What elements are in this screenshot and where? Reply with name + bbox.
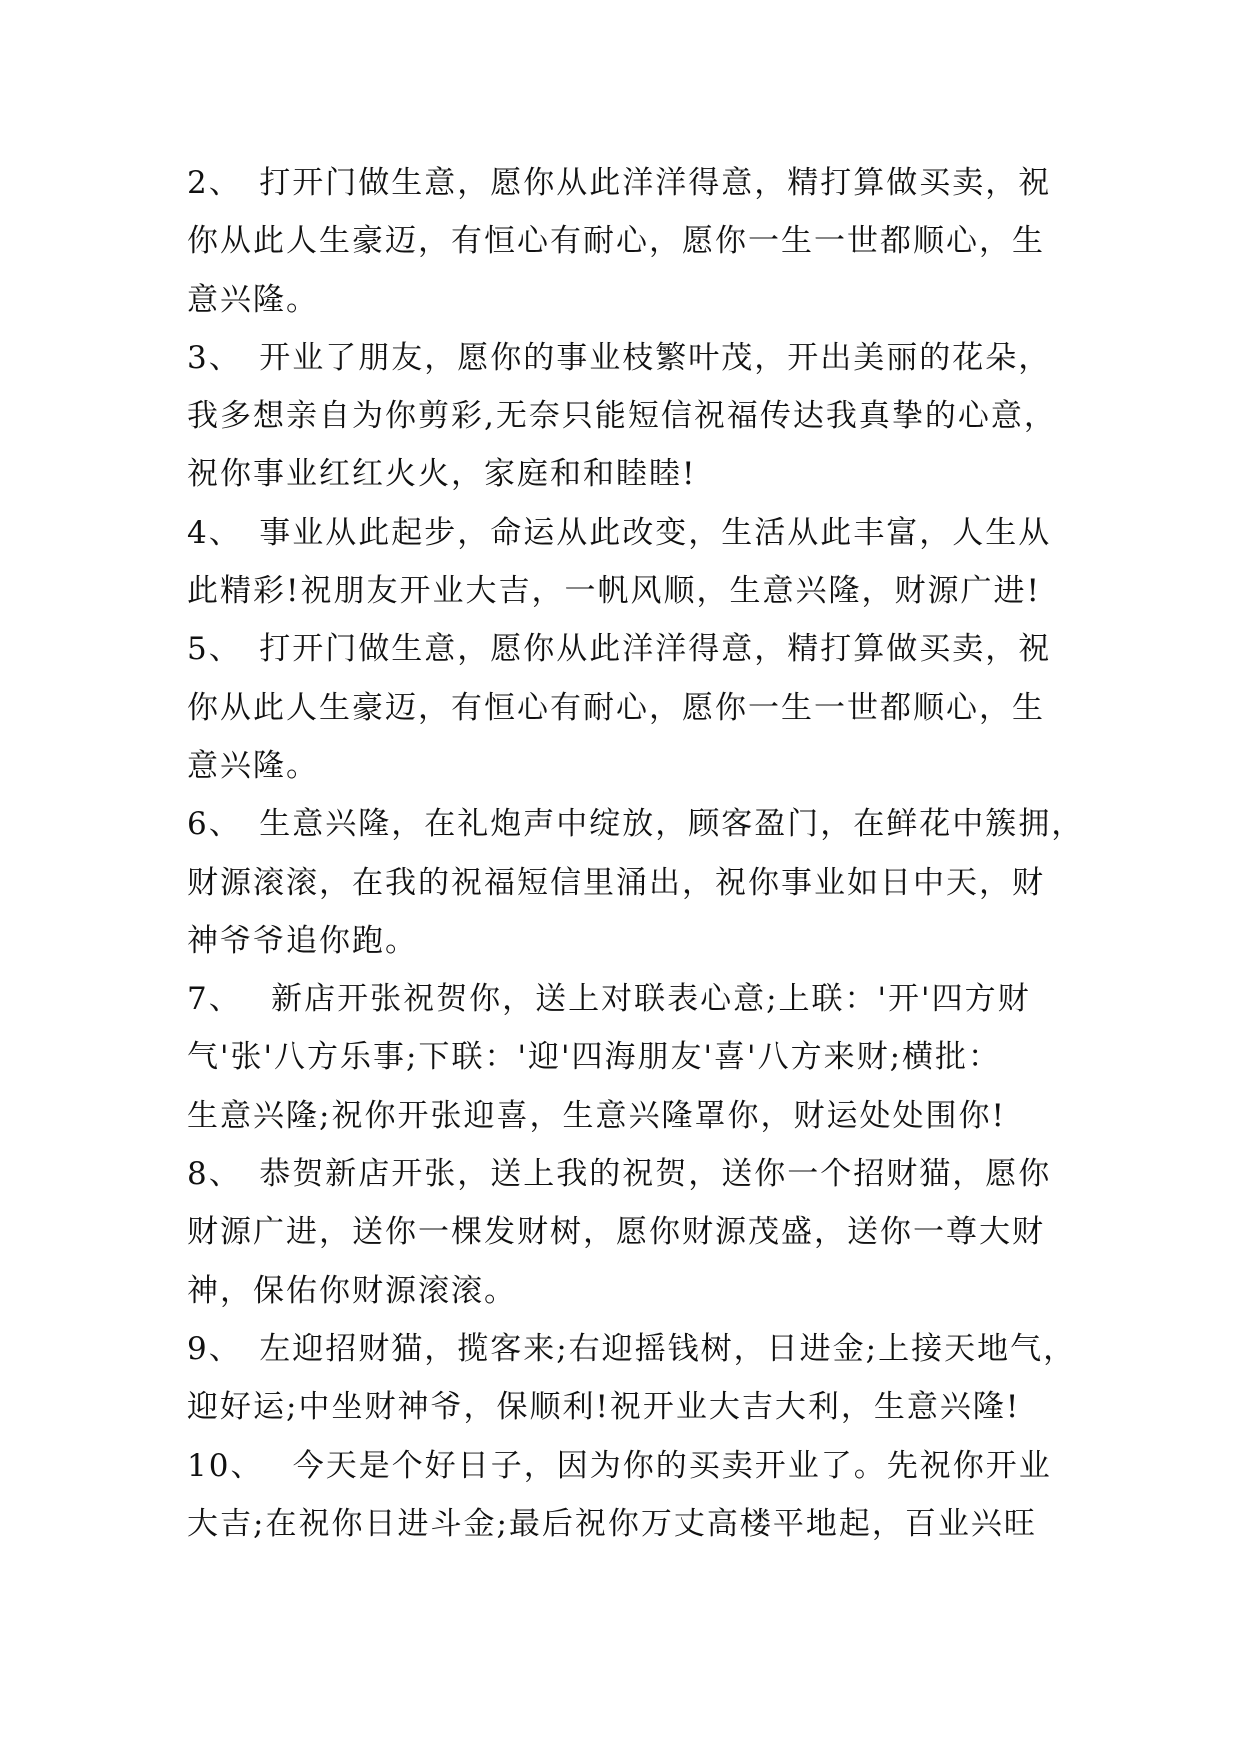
text-line: 2、 打开门做生意，愿你从此洋洋得意，精打算做买卖，祝	[187, 165, 1052, 201]
text-line: 8、 恭贺新店开张，送上我的祝贺，送你一个招财猫，愿你	[187, 1156, 1052, 1193]
text-line: 你从此人生豪迈，有恒心有耐心，愿你一生一世都顺心，生	[187, 223, 1045, 260]
text-line: 4、 事业从此起步，命运从此改变，生活从此丰富，人生从	[187, 514, 1052, 551]
text-line: 财源广进，送你一棵发财树，愿你财源茂盛，送你一尊大财	[187, 1214, 1045, 1251]
text-line: 7、 新店开张祝贺你，送上对联表心意;上联：'开'四方财	[187, 981, 1031, 1018]
text-line: 气'张'八方乐事;下联：'迎'四海朋友'喜'八方来财;横批：	[187, 1039, 1002, 1076]
text-line: 生意兴隆;祝你开张迎喜，生意兴隆罩你，财运处处围你!	[187, 1097, 1006, 1134]
text-line: 财源滚滚，在我的祝福短信里涌出，祝你事业如日中天，财	[187, 864, 1045, 901]
text-line: 意兴隆。	[187, 281, 319, 318]
text-line: 神，保佑你财源滚滚。	[187, 1272, 517, 1309]
text-line: 大吉;在祝你日进斗金;最后祝你万丈高楼平地起，百业兴旺	[187, 1505, 1037, 1542]
text-line: 9、 左迎招财猫，揽客来;右迎摇钱树，日进金;上接天地气，	[187, 1330, 1077, 1367]
text-line: 迎好运;中坐财神爷，保顺利!祝开业大吉大利，生意兴隆!	[187, 1389, 1021, 1426]
text-line: 此精彩!祝朋友开业大吉，一帆风顺，生意兴隆，财源广进!	[187, 573, 1041, 610]
text-line: 6、 生意兴隆，在礼炮声中绽放，顾客盈门，在鲜花中簇拥，	[187, 806, 1085, 843]
text-line: 意兴隆。	[187, 747, 319, 784]
document-body	[187, 154, 1085, 1553]
text-line: 神爷爷追你跑。	[187, 922, 418, 959]
text-line: 5、 打开门做生意，愿你从此洋洋得意，精打算做买卖，祝	[187, 631, 1052, 668]
text-line: 我多想亲自为你剪彩,无奈只能短信祝福传达我真挚的心意，	[187, 398, 1057, 435]
text-line: 3、 开业了朋友，愿你的事业枝繁叶茂，开出美丽的花朵，	[187, 339, 1052, 376]
text-line: 10、 今天是个好日子，因为你的买卖开业了。先祝你开业	[187, 1447, 1052, 1484]
text-line: 你从此人生豪迈，有恒心有耐心，愿你一生一世都顺心，生	[187, 689, 1045, 726]
text-line: 祝你事业红红火火，家庭和和睦睦!	[187, 456, 697, 493]
